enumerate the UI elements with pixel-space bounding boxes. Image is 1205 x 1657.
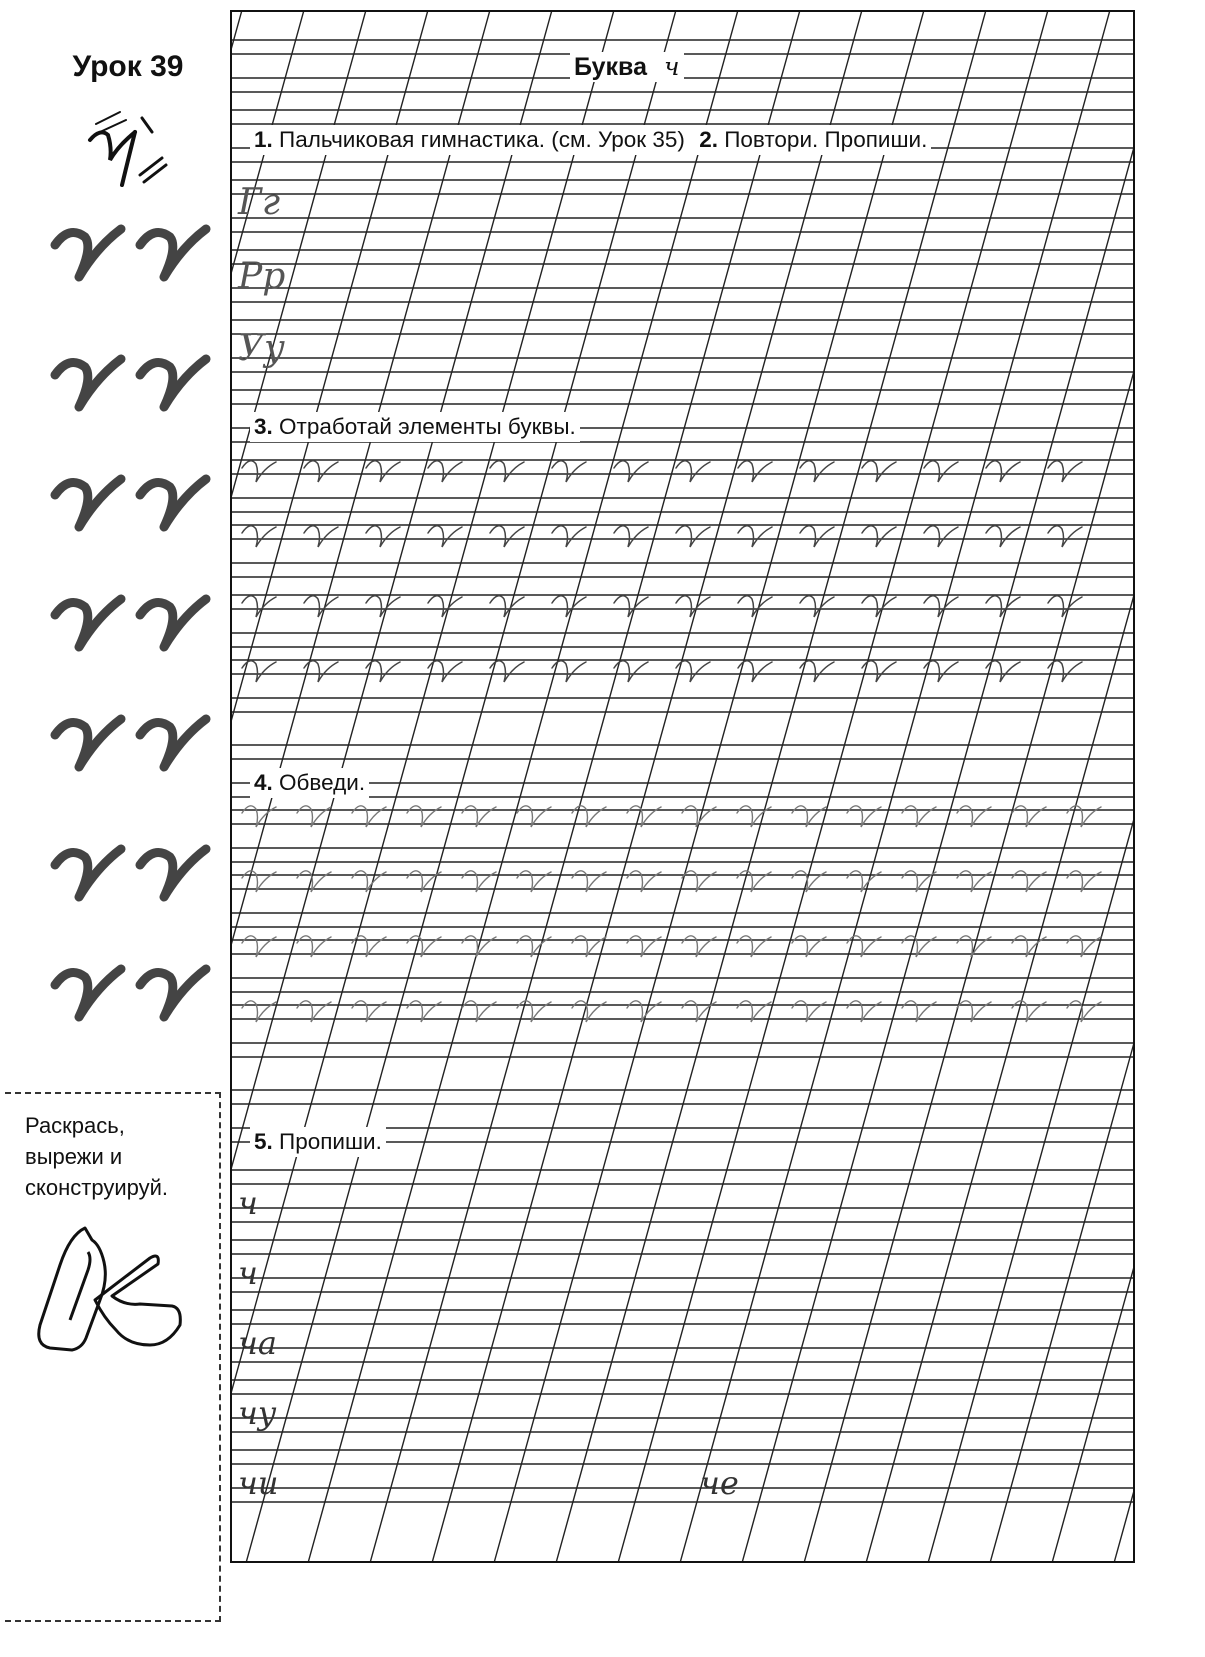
task-5 bbox=[250, 1127, 386, 1157]
task-1 bbox=[250, 125, 931, 155]
practice-stroke bbox=[428, 461, 462, 482]
practice-stroke bbox=[242, 596, 276, 617]
practice-stroke bbox=[366, 526, 400, 547]
letter-ch-sample-icon bbox=[55, 359, 121, 407]
task-number: 3. bbox=[254, 414, 273, 439]
slant-line bbox=[680, 10, 1110, 1563]
cutout-instructions bbox=[25, 1110, 225, 1203]
practice-stroke bbox=[366, 461, 400, 482]
practice-stroke bbox=[986, 461, 1020, 482]
header-title bbox=[570, 52, 684, 82]
letter-ch-sample-icon bbox=[140, 359, 206, 407]
task-number: 5. bbox=[254, 1129, 273, 1154]
hand-writing-letter-icon bbox=[90, 112, 166, 185]
practice-stroke bbox=[986, 596, 1020, 617]
slant-line bbox=[618, 10, 1048, 1563]
practice-stroke bbox=[552, 596, 586, 617]
slant-line bbox=[308, 10, 738, 1563]
letter-ch-sample-icon bbox=[55, 479, 121, 527]
sample-ch-1: ч bbox=[238, 1184, 258, 1222]
letter-ch-sample-icon bbox=[55, 719, 121, 767]
practice-stroke bbox=[800, 596, 834, 617]
practice-stroke bbox=[1048, 526, 1082, 547]
practice-stroke bbox=[242, 526, 276, 547]
letter-ch-sample-icon bbox=[55, 969, 121, 1017]
practice-stroke bbox=[986, 526, 1020, 547]
practice-stroke bbox=[552, 461, 586, 482]
practice-stroke bbox=[304, 461, 338, 482]
practice-stroke bbox=[304, 526, 338, 547]
practice-stroke bbox=[800, 461, 834, 482]
slant-line bbox=[432, 10, 862, 1563]
sample-chi: чи bbox=[238, 1464, 279, 1502]
practice-stroke bbox=[242, 461, 276, 482]
practice-stroke bbox=[490, 596, 524, 617]
slant-line bbox=[1052, 10, 1135, 1563]
sample-che: че bbox=[700, 1464, 739, 1502]
practice-stroke bbox=[676, 596, 710, 617]
practice-stroke bbox=[924, 461, 958, 482]
task-3 bbox=[250, 412, 580, 442]
model-letter-g: Гг bbox=[238, 182, 281, 223]
lesson-title: Урок 39 bbox=[72, 50, 184, 83]
letter-ch-sample-icon bbox=[140, 599, 206, 647]
practice-stroke bbox=[428, 526, 462, 547]
slant-line bbox=[990, 10, 1135, 1563]
sample-cha: ча bbox=[238, 1324, 277, 1362]
letter-ch-sample-icon bbox=[140, 479, 206, 527]
letter-ch-sample-icon bbox=[55, 229, 121, 277]
practice-stroke bbox=[676, 461, 710, 482]
slant-line bbox=[370, 10, 800, 1563]
practice-stroke bbox=[428, 596, 462, 617]
practice-stroke bbox=[304, 596, 338, 617]
slant-line bbox=[494, 10, 924, 1563]
practice-stroke bbox=[738, 461, 772, 482]
practice-stroke bbox=[924, 596, 958, 617]
header-label: Буква bbox=[574, 53, 647, 81]
slant-line bbox=[866, 10, 1135, 1563]
slant-line bbox=[804, 10, 1135, 1563]
letter-ch-sample-icon bbox=[140, 719, 206, 767]
practice-stroke bbox=[862, 526, 896, 547]
practice-stroke bbox=[800, 526, 834, 547]
practice-stroke bbox=[552, 526, 586, 547]
task-text: Пропиши. bbox=[279, 1129, 382, 1154]
letter-ch-sample-icon bbox=[55, 849, 121, 897]
letter-ch-sample-icon bbox=[55, 599, 121, 647]
task-text: Обведи. bbox=[279, 770, 366, 795]
task-text: Пальчиковая гимнастика. (см. Урок 35) bbox=[279, 127, 685, 152]
practice-stroke bbox=[676, 526, 710, 547]
sample-ch-2: ч bbox=[238, 1254, 258, 1292]
task-number: 1. bbox=[254, 127, 273, 152]
practice-stroke bbox=[490, 461, 524, 482]
slant-line bbox=[742, 10, 1135, 1563]
slant-line bbox=[556, 10, 986, 1563]
practice-stroke bbox=[614, 461, 648, 482]
practice-stroke bbox=[862, 596, 896, 617]
practice-stroke bbox=[738, 526, 772, 547]
practice-stroke bbox=[490, 526, 524, 547]
model-letter-u: Уу bbox=[238, 328, 285, 369]
letter-ch-sample-icon bbox=[140, 849, 206, 897]
sample-chu: чу bbox=[238, 1394, 277, 1432]
task-text: Повтори. Пропиши. bbox=[724, 127, 928, 152]
practice-stroke bbox=[738, 596, 772, 617]
cutout-line: сконструируй. bbox=[25, 1175, 168, 1200]
cutout-line: вырежи и bbox=[25, 1144, 123, 1169]
letter-ch-sample-icon bbox=[140, 229, 206, 277]
practice-stroke bbox=[614, 596, 648, 617]
task-number: 4. bbox=[254, 770, 273, 795]
letter-ch-sample-icon bbox=[140, 969, 206, 1017]
practice-stroke bbox=[1048, 461, 1082, 482]
task-text: Отработай элементы буквы. bbox=[279, 414, 576, 439]
header-letter: ч bbox=[663, 52, 680, 81]
task-4 bbox=[250, 768, 369, 798]
cutout-line: Раскрась, bbox=[25, 1113, 125, 1138]
practice-stroke bbox=[924, 526, 958, 547]
practice-stroke bbox=[862, 461, 896, 482]
task-number: 2. bbox=[699, 127, 718, 152]
practice-stroke bbox=[366, 596, 400, 617]
practice-stroke bbox=[1048, 596, 1082, 617]
practice-stroke bbox=[614, 526, 648, 547]
model-letter-r: Рр bbox=[238, 256, 286, 297]
slant-line bbox=[928, 10, 1135, 1563]
copybook-sheet bbox=[230, 10, 1135, 1563]
